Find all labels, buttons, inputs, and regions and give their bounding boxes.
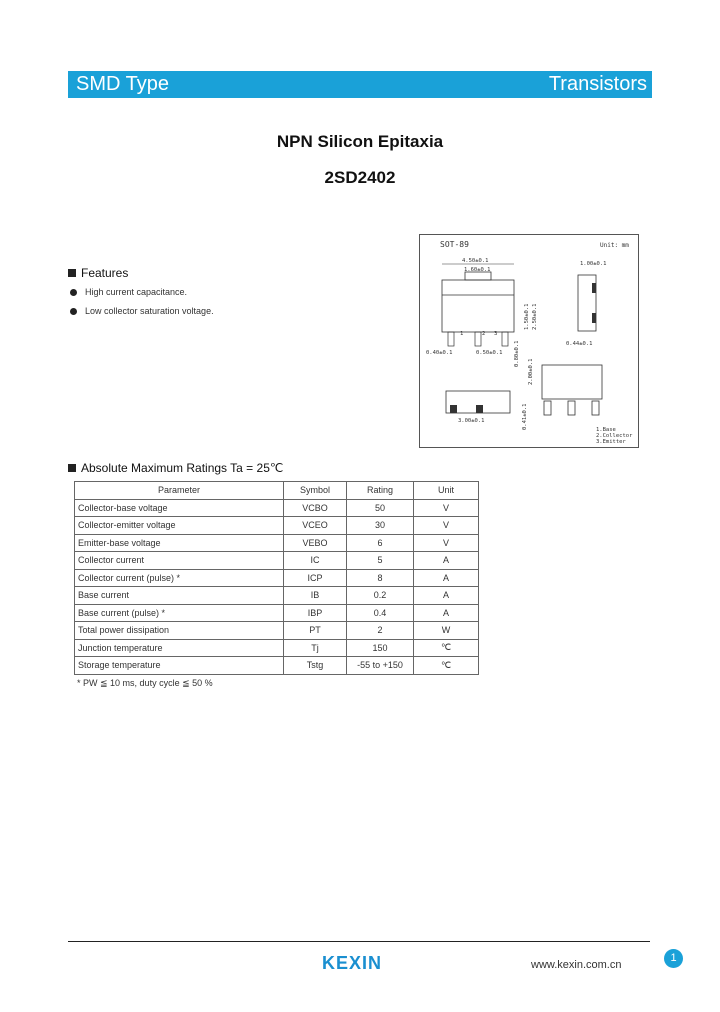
doc-title: NPN Silicon Epitaxia bbox=[276, 132, 444, 151]
package-outline-drawing bbox=[419, 234, 639, 448]
ratings-table bbox=[74, 481, 479, 675]
header-bar bbox=[68, 71, 652, 98]
feature-item: Low collector saturation voltage. bbox=[70, 306, 214, 316]
table-row bbox=[75, 569, 479, 587]
cell: 5 bbox=[347, 552, 414, 570]
col-header: Rating bbox=[347, 482, 414, 500]
cell: -55 to +150 bbox=[347, 657, 414, 675]
table-row bbox=[75, 552, 479, 570]
footnote: * PW ≦ 10 ms, duty cycle ≦ 50 % bbox=[77, 678, 213, 688]
cell: Collector-emitter voltage bbox=[75, 517, 284, 535]
cell: 0.4 bbox=[347, 604, 414, 622]
svg-text:0.44±0.1: 0.44±0.1 bbox=[566, 341, 593, 347]
cell: Tj bbox=[284, 639, 347, 657]
cell: Collector current (pulse) * bbox=[75, 569, 284, 587]
cell: Collector-base voltage bbox=[75, 499, 284, 517]
cell: 6 bbox=[347, 534, 414, 552]
svg-text:3.00±0.1: 3.00±0.1 bbox=[458, 418, 485, 424]
col-header: Unit bbox=[414, 482, 479, 500]
svg-text:2.50±0.1: 2.50±0.1 bbox=[532, 303, 538, 330]
footer-divider bbox=[68, 941, 650, 942]
footer-url[interactable]: www.kexin.com.cn bbox=[531, 959, 622, 971]
cell: A bbox=[414, 569, 479, 587]
cell: Base current (pulse) * bbox=[75, 604, 284, 622]
cell: VCEO bbox=[284, 517, 347, 535]
table-row bbox=[75, 604, 479, 622]
svg-text:1.00±0.1: 1.00±0.1 bbox=[580, 261, 607, 267]
cell: 8 bbox=[347, 569, 414, 587]
cell: V bbox=[414, 517, 479, 535]
svg-text:1.60±0.1: 1.60±0.1 bbox=[464, 267, 491, 273]
svg-text:1: 1 bbox=[460, 331, 464, 337]
page-number: 1 bbox=[664, 949, 683, 968]
cell: W bbox=[414, 622, 479, 640]
cell: Collector current bbox=[75, 552, 284, 570]
cell: 50 bbox=[347, 499, 414, 517]
header-right: Transistors bbox=[548, 73, 647, 95]
cell: IB bbox=[284, 587, 347, 605]
cell: 30 bbox=[347, 517, 414, 535]
cell: Tstg bbox=[284, 657, 347, 675]
cell: 150 bbox=[347, 639, 414, 657]
cell: A bbox=[414, 587, 479, 605]
cell: VEBO bbox=[284, 534, 347, 552]
feature-item: High current capacitance. bbox=[70, 287, 187, 297]
cell: 0.2 bbox=[347, 587, 414, 605]
svg-text:0.40±0.1: 0.40±0.1 bbox=[426, 350, 453, 356]
part-number: 2SD2402 bbox=[324, 168, 396, 187]
cell: Base current bbox=[75, 587, 284, 605]
cell: ℃ bbox=[414, 657, 479, 675]
dot-bullet-icon bbox=[70, 289, 77, 296]
square-bullet-icon bbox=[68, 464, 76, 472]
cell: IBP bbox=[284, 604, 347, 622]
svg-text:1.50±0.1: 1.50±0.1 bbox=[524, 303, 530, 330]
svg-text:3.Emitter: 3.Emitter bbox=[596, 439, 626, 445]
cell: Storage temperature bbox=[75, 657, 284, 675]
svg-text:2.Collector: 2.Collector bbox=[596, 433, 633, 439]
svg-text:4.50±0.1: 4.50±0.1 bbox=[462, 258, 489, 264]
cell: Emitter-base voltage bbox=[75, 534, 284, 552]
ratings-heading: Absolute Maximum Ratings Ta = 25℃ bbox=[68, 461, 283, 475]
cell: V bbox=[414, 499, 479, 517]
table-header-row bbox=[75, 482, 479, 500]
cell: 2 bbox=[347, 622, 414, 640]
svg-text:2.00±0.1: 2.00±0.1 bbox=[528, 358, 534, 385]
table-row bbox=[75, 499, 479, 517]
table-row bbox=[75, 587, 479, 605]
features-heading: Features bbox=[68, 266, 128, 280]
cell: Junction temperature bbox=[75, 639, 284, 657]
dot-bullet-icon bbox=[70, 308, 77, 315]
svg-text:0.41±0.1: 0.41±0.1 bbox=[522, 403, 528, 430]
cell: V bbox=[414, 534, 479, 552]
cell: A bbox=[414, 552, 479, 570]
cell: VCBO bbox=[284, 499, 347, 517]
col-header: Symbol bbox=[284, 482, 347, 500]
cell: ICP bbox=[284, 569, 347, 587]
svg-text:3: 3 bbox=[494, 331, 498, 337]
cell: IC bbox=[284, 552, 347, 570]
package-name: SOT-89 bbox=[440, 240, 469, 249]
cell: PT bbox=[284, 622, 347, 640]
kexin-logo: KEXIN bbox=[322, 953, 383, 973]
header-left: SMD Type bbox=[76, 73, 169, 95]
package-unit: Unit: mm bbox=[600, 242, 629, 249]
table-row bbox=[75, 534, 479, 552]
svg-text:0.50±0.1: 0.50±0.1 bbox=[476, 350, 503, 356]
cell: Total power dissipation bbox=[75, 622, 284, 640]
table-row bbox=[75, 622, 479, 640]
table-row bbox=[75, 517, 479, 535]
svg-text:2: 2 bbox=[482, 331, 486, 337]
svg-text:1.Base: 1.Base bbox=[596, 427, 616, 433]
table-row bbox=[75, 657, 479, 675]
cell: A bbox=[414, 604, 479, 622]
square-bullet-icon bbox=[68, 269, 76, 277]
svg-text:0.80±0.1: 0.80±0.1 bbox=[514, 340, 520, 367]
cell: ℃ bbox=[414, 639, 479, 657]
table-row bbox=[75, 639, 479, 657]
col-header: Parameter bbox=[75, 482, 284, 500]
